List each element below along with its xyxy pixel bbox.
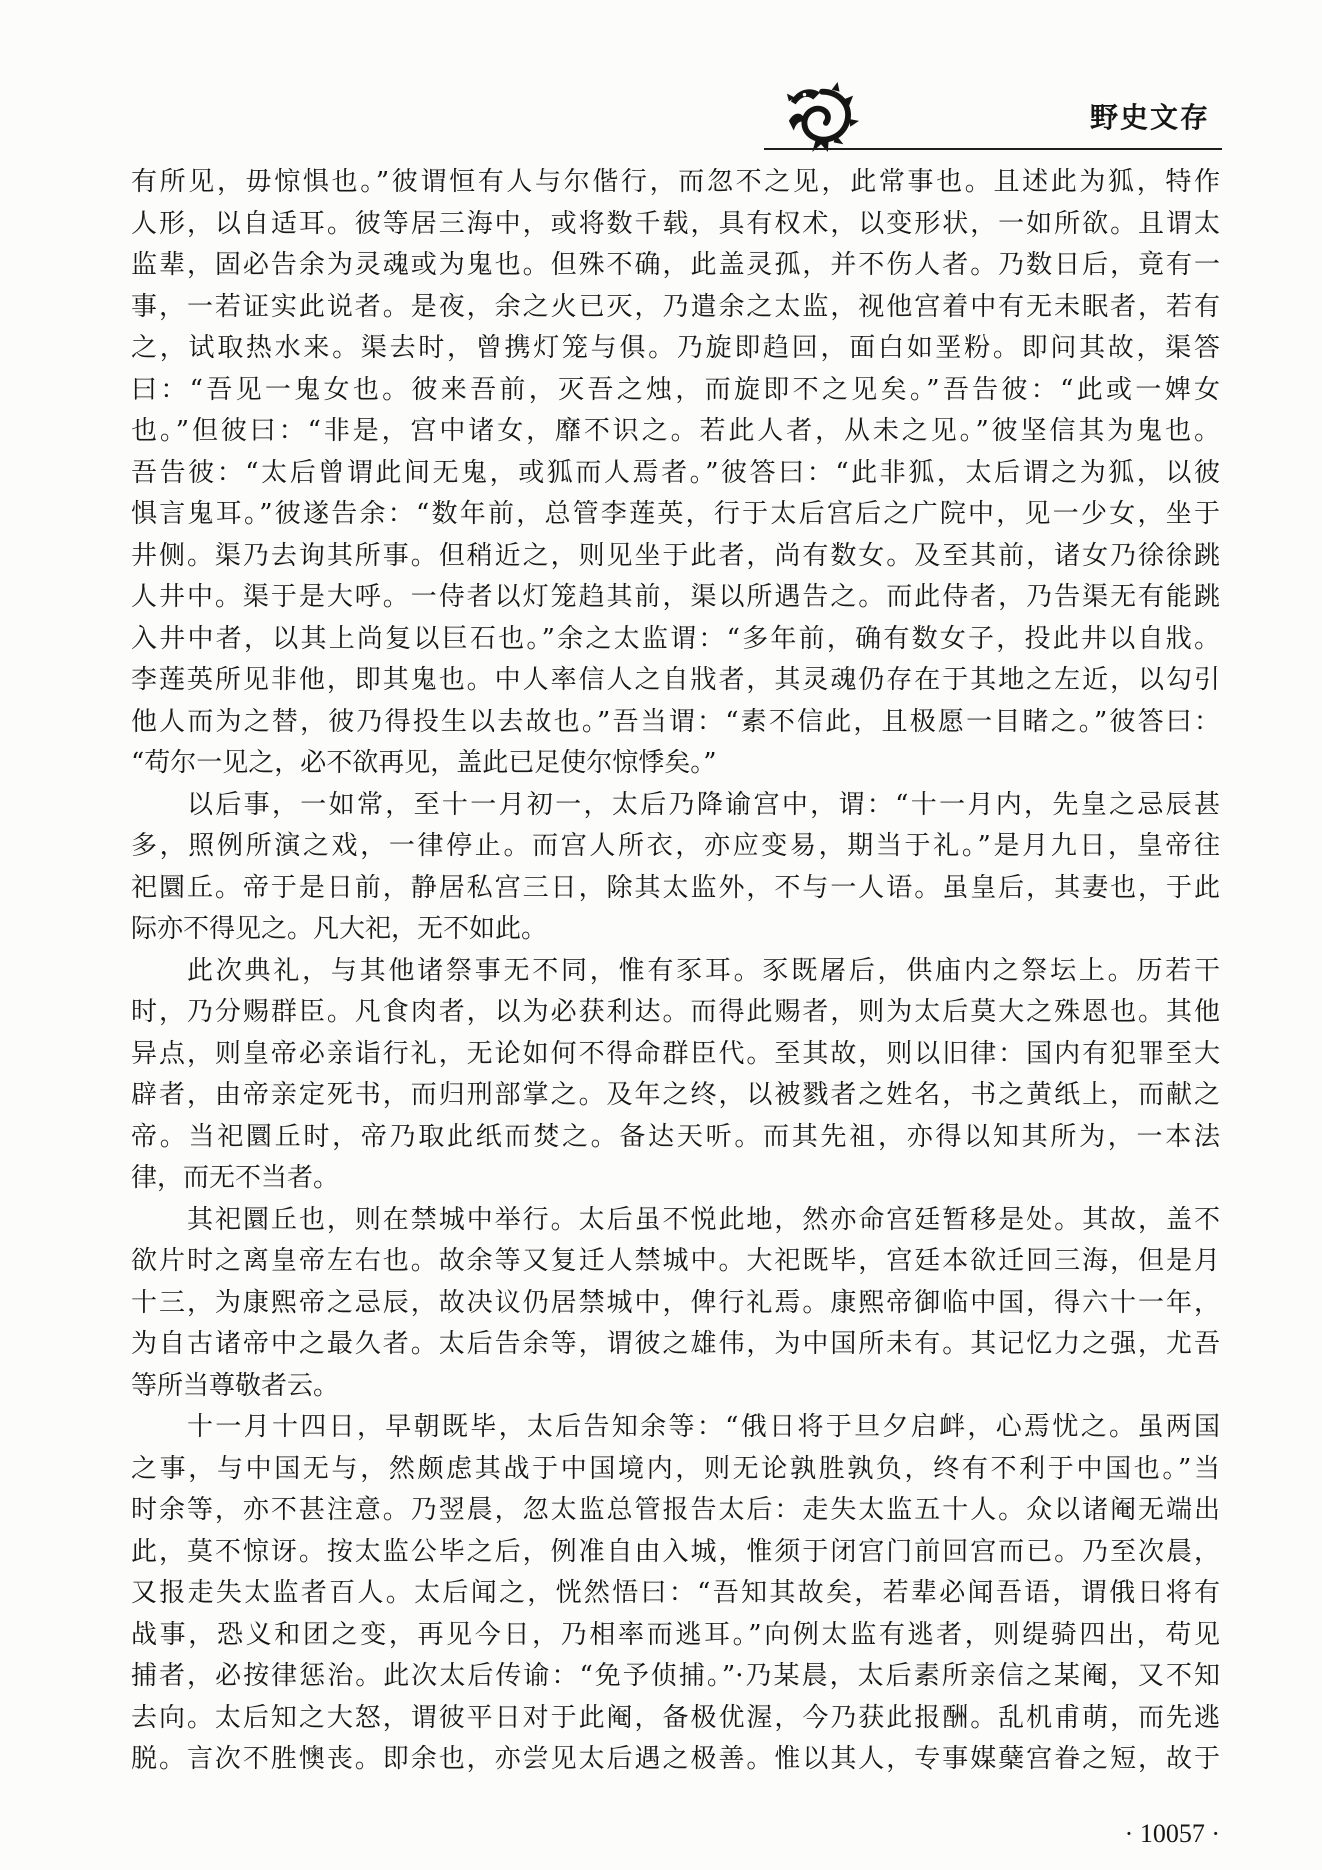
text-line: 十一月十四日，早朝既毕，太后告知余等：“俄日将于旦夕启衅，心焉忧之。虽两国	[187, 1412, 1220, 1442]
dragon-emblem-icon	[783, 80, 861, 154]
text-line: 此，莫不惊讶。按太监公毕之后，例准自由入城，惟须于闭宫门前回宫而已。乃至次晨，	[131, 1536, 1220, 1567]
page-number: · 10057 ·	[1124, 1819, 1220, 1848]
paragraph	[131, 951, 1220, 1200]
text-line: 之事，与中国无与，然颇虑其战于中国境内，则无论孰胜孰负，终有不利于中国也。”当	[131, 1453, 1220, 1484]
text-line: 欲片时之离皇帝左右也。故余等又复迁人禁城中。大祀既毕，宫廷本欲迁回三海，但是月	[131, 1246, 1220, 1276]
text-line: “苟尔一见之，必不欲再见，盖此已足使尔惊悸矣。”	[131, 748, 717, 778]
text-line: 有所见，毋惊惧也。”彼谓恒有人与尔偕行，而忽不之见，此常事也。且述此为狐，特作	[131, 167, 1220, 197]
text-line: 也。”但彼曰：“非是，宫中诸女，靡不识之。若此人者，从未之见。”彼坚信其为鬼也。	[131, 416, 1220, 446]
text-line: 此次典礼，与其他诸祭事无不同，惟有豕耳。豕既屠后，供庙内之祭坛上。历若干	[187, 955, 1220, 986]
header-rule	[764, 148, 1222, 150]
text-line: 辟者，由帝亲定死书，而归刑部掌之。及年之终，以被戮者之姓名，书之黄纸上，而献之	[131, 1080, 1220, 1110]
text-line: 十三，为康熙帝之忌辰，故决议仍居禁城中，俾行礼焉。康熙帝御临中国，得六十一年，	[131, 1287, 1220, 1318]
text-line: 又报走失太监者百人。太后闻之，恍然悟曰：“吾知其故矣，若辈必闻吾语，谓俄日将有	[131, 1578, 1220, 1608]
text-line: 捕者，必按律惩治。此次太后传谕：“免予侦捕。”·乃某晨，太后素所亲信之某阉，又不知	[131, 1661, 1220, 1691]
text-line: 人井中。渠于是大呼。一侍者以灯笼趋其前，渠以所遇告之。而此侍者，乃告渠无有能跳	[131, 582, 1220, 612]
text-line: 以后事，一如常，至十一月初一，太后乃降谕宫中，谓：“十一月内，先皇之忌辰甚	[187, 789, 1220, 820]
paragraph	[131, 785, 1220, 951]
text-line: 脱。言次不胜懊丧。即余也，亦尝见太后遇之极善。惟以其人，专事媒蘖宫眷之短，故于	[131, 1744, 1220, 1774]
text-line: 多，照例所演之戏，一律停止。而宫人所衣，亦应变易，期当于礼。”是月九日，皇帝往	[131, 831, 1220, 861]
text-line: 际亦不得见之。凡大祀，无不如此。	[131, 914, 548, 944]
text-line: 入井中者，以其上尚复以巨石也。”余之太监谓：“多年前，确有数女子，投此井以自戕。	[131, 623, 1220, 654]
text-line: 去向。太后知之大怒，谓彼平日对于此阉，备极优渥，今乃获此报酬。乱机甫萌，而先逃	[131, 1702, 1220, 1733]
text-line: 为自古诸帝中之最久者。太后告余等，谓彼之雄伟，为中国所未有。其记忆力之强，尤吾	[131, 1329, 1220, 1359]
text-line: 惧言鬼耳。”彼遂告余：“数年前，总管李莲英，行于太后宫后之广院中，见一少女，坐于	[131, 499, 1220, 529]
text-line: 祀圜丘。帝于是日前，静居私宫三日，除其太监外，不与一人语。虽皇后，其妻也，于此	[131, 872, 1220, 903]
body-text	[131, 162, 1220, 1781]
text-line: 吾告彼：“太后曾谓此间无鬼，或狐而人焉者。”彼答曰：“此非狐，太后谓之为狐，以彼	[131, 457, 1220, 488]
text-line: 李莲英所见非他，即其鬼也。中人率信人之自戕者，其灵魂仍存在于其地之左近，以勾引	[131, 665, 1220, 695]
text-line: 之，试取热水来。渠去时，曾携灯笼与俱。乃旋即趋回，面白如垩粉。即问其故，渠答	[131, 333, 1220, 363]
text-line: 曰：“吾见一鬼女也。彼来吾前，灭吾之烛，而旋即不之见矣。”吾告彼：“此或一婢女	[131, 374, 1220, 405]
text-line: 战事，恐义和团之变，再见今日，乃相率而逃耳。”向例太监有逃者，则缇骑四出，苟见	[131, 1619, 1220, 1650]
text-line: 事，一若证实此说者。是夜，余之火已灭，乃遣余之太监，视他宫着中有无未眠者，若有	[131, 291, 1220, 322]
text-line: 帝。当祀圜丘时，帝乃取此纸而焚之。备达天听。而其先祖，亦得以知其所为，一本法	[131, 1121, 1220, 1152]
text-line: 律，而无不当者。	[131, 1163, 340, 1193]
text-line: 其祀圜丘也，则在禁城中举行。太后虽不悦此地，然亦命宫廷暂移是处。其故，盖不	[187, 1204, 1220, 1235]
text-line: 井侧。渠乃去询其所事。但稍近之，则见坐于此者，尚有数女。及至其前，诸女乃徐徐跳	[131, 540, 1220, 571]
paragraph	[131, 1407, 1220, 1781]
text-line: 人形，以自适耳。彼等居三海中，或将数千载，具有权术，以变形状，一如所欲。且谓太	[131, 208, 1220, 239]
paragraph	[131, 1200, 1220, 1408]
text-line: 时，乃分赐群臣。凡食肉者，以为必获利达。而得此赐者，则为太后莫大之殊恩也。其他	[131, 997, 1220, 1027]
text-line: 监辈，固必告余为灵魂或为鬼也。但殊不确，此盖灵孤，并不伤人者。乃数日后，竟有一	[131, 250, 1220, 280]
text-line: 他人而为之替，彼乃得投生以去故也。”吾当谓：“素不信此，且极愿一目睹之。”彼答曰：	[131, 706, 1220, 737]
text-line: 等所当尊敬者云。	[131, 1370, 340, 1401]
text-line: 时余等，亦不甚注意。乃翌晨，忽太监总管报告太后：走失太监五十人。众以诸阉无端出	[131, 1495, 1220, 1525]
running-title: 野史文存	[1089, 101, 1210, 134]
paragraph	[131, 162, 1220, 785]
text-line: 异点，则皇帝必亲诣行礼，无论如何不得命群臣代。至其故，则以旧律：国内有犯罪至大	[131, 1038, 1220, 1069]
